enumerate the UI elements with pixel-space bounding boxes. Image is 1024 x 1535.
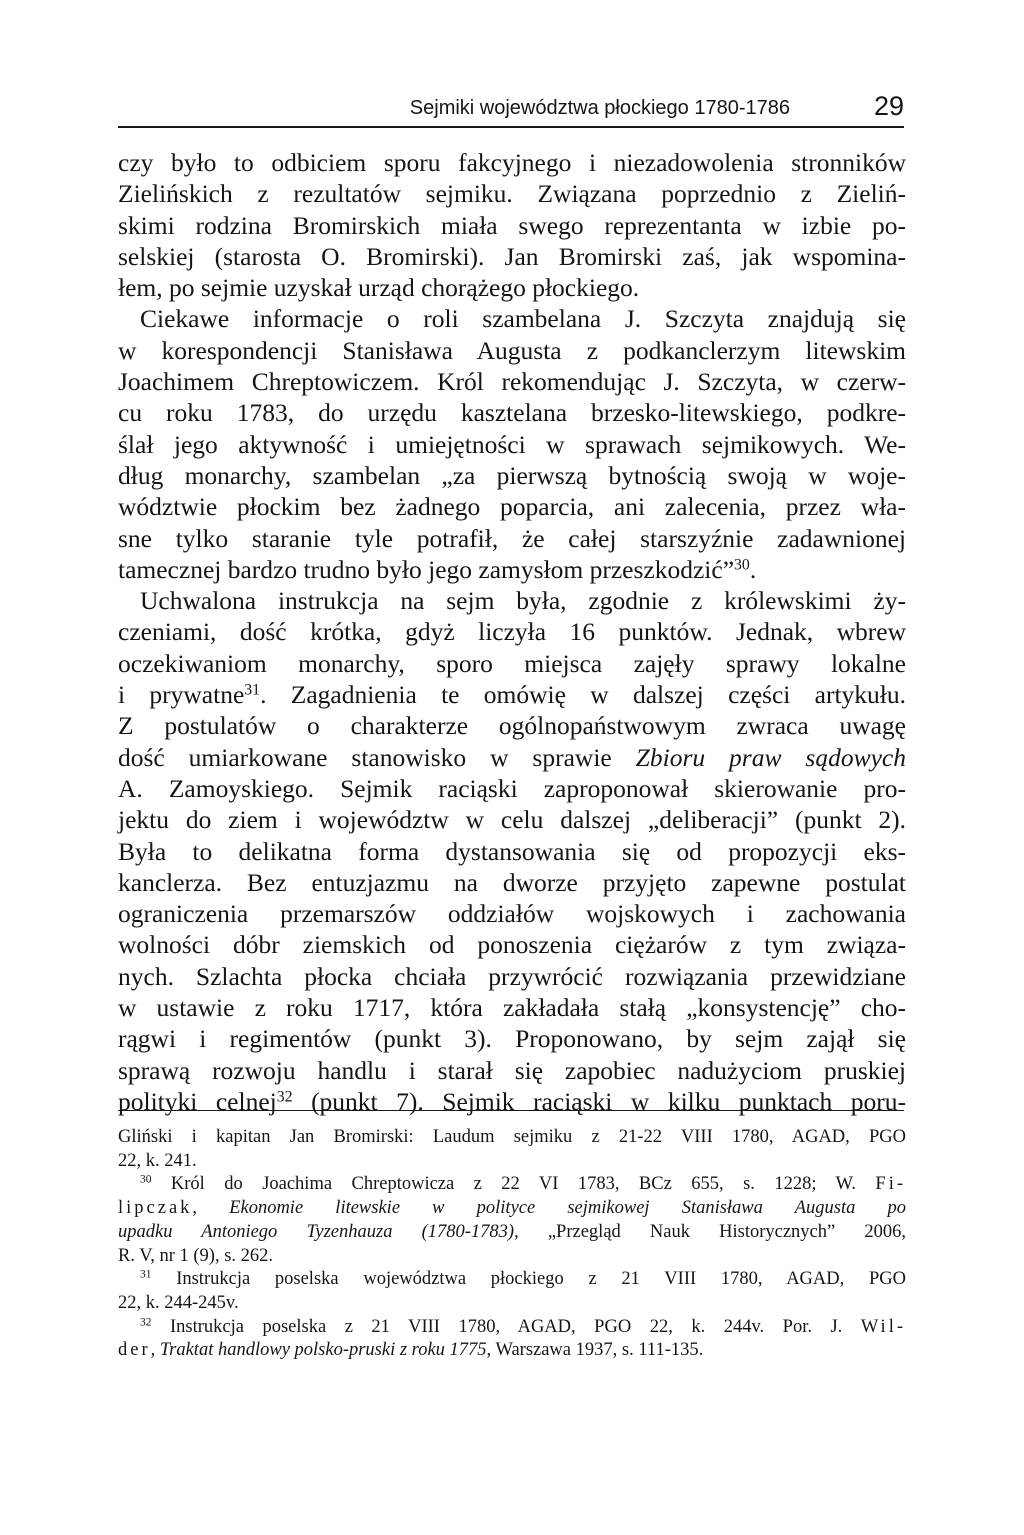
footnote-32: [118, 1316, 906, 1340]
italic-title: Traktat handlowy polsko-pruski z roku 1775: [159, 1340, 487, 1361]
footnote-line: R. V, nr 1 (9), s. 262.: [118, 1245, 274, 1266]
footnote-line: [118, 1197, 906, 1221]
footnote-number: 32: [140, 1316, 152, 1329]
quote-text: tamecznej bardzo trudno było jego zamysłom przeszkodzić”: [118, 554, 735, 584]
text-line: nych. Szlachta płocka chciała przywrócić rozwiązania przewidziane: [118, 961, 906, 991]
italic-title: Zbioru praw sądowych: [635, 742, 906, 772]
author-name: Fi-: [875, 1174, 906, 1195]
text-line: wolności dóbr ziemskich od ponoszenia ciężarów z tym związa-: [118, 930, 906, 960]
text-line: A. Zamoyskiego. Sejmik raciąski zaproponował skierowanie pro-: [118, 773, 906, 803]
text-segment: (punkt 7). Sejmik raciąski w kilku punktach poru-: [292, 1086, 907, 1116]
footnote-number: 30: [140, 1174, 152, 1187]
text-line: Joachimem Chreptowiczem. Król rekomendując J. Szczyta, w czerw-: [118, 367, 906, 397]
main-text: [118, 147, 906, 1117]
author-name: der: [118, 1340, 151, 1361]
text-line: czeniami, dość krótka, gdyż liczyła 16 punktów. Jednak, wbrew: [118, 617, 906, 647]
footnote-text: , „Przegląd Nauk Historycznych” 2006,: [514, 1221, 906, 1242]
footnote-continuation: Gliński i kapitan Jan Bromirski: Laudum sejmiku z 21-22 VIII 1780, AGAD, PGO: [118, 1127, 906, 1147]
footnotes: [118, 1126, 906, 1363]
text-line: [118, 554, 906, 585]
footnote-ref-30: 30: [734, 556, 750, 574]
footnote-continuation: 22, k. 241.: [118, 1150, 197, 1171]
text-line: dług monarchy, szambelan „za pierwszą bytnością swoją w woje-: [118, 460, 906, 490]
footnote-text: ,: [192, 1198, 230, 1219]
text-line: sne tylko staranie tyle potrafił, że całej starszyźnie zadawnionej: [118, 523, 906, 553]
footnote-ref-31: 31: [244, 681, 261, 699]
footnote-line: 22, k. 244-245v.: [118, 1292, 239, 1313]
text-line: czy było to odbiciem sporu fakcyjnego i niezadowolenia stronników: [118, 148, 906, 177]
italic-title: upadku Antoniego Tyzenhauza (1780-1783): [118, 1221, 515, 1242]
paragraph-start-line: Ciekawe informacje o roli szambelana J. Szczyta znajdują się: [140, 304, 906, 334]
footnote-text: Instrukcja poselska województwa płockiego z 21 VIII 1780, AGAD, PGO: [151, 1269, 906, 1290]
footnote-text: ,: [150, 1340, 160, 1361]
text-line: kanclerza. Bez entuzjazmu na dworze przyjęto zapewne postulat: [118, 867, 906, 897]
footnote-31: [118, 1268, 906, 1292]
footnote-text: Król do Joachima Chreptowicza z 22 VI 1783, BCz 655, s. 1228; W.: [151, 1174, 876, 1195]
text-line: [118, 742, 906, 773]
running-header: [118, 88, 904, 128]
text-line: cu roku 1783, do urzędu kasztelana brzesko-litewskiego, podkre-: [118, 398, 906, 428]
footnote-separator: [118, 1110, 904, 1111]
text-line: [118, 679, 906, 710]
text-line: [118, 1086, 906, 1117]
text-line: w korespondencji Stanisława Augusta z podkanclerzym litewskim: [118, 335, 906, 365]
text-line: Z postulatów o charakterze ogólnopaństwowym zwraca uwagę: [118, 711, 906, 741]
footnote-number: 31: [140, 1268, 152, 1281]
text-line: skimi rodzina Bromirskich miała swego reprezentanta w izbie po-: [118, 210, 906, 240]
text-line: sprawą rozwoju handlu i starał się zapobiec nadużyciom pruskiej: [118, 1055, 906, 1085]
text-line: jektu do ziem i województw w celu dalszej „deliberacji” (punkt 2).: [118, 805, 906, 835]
text-line: wództwie płockim bez żadnego poparcia, ani zalecenia, przez wła-: [118, 492, 906, 522]
footnote-line: [118, 1221, 906, 1245]
footnote-line: [118, 1339, 906, 1363]
footnote-30: [118, 1173, 906, 1197]
text-line: ograniczenia przemarszów oddziałów wojskowych i zachowania: [118, 899, 906, 929]
text-line: w ustawie z roku 1717, która zakładała stałą „konsystencję” cho-: [118, 993, 906, 1023]
text-line: rągwi i regimentów (punkt 3). Proponowano, by sejm zajął się: [118, 1024, 906, 1054]
footnote-text: , Warszawa 1937, s. 111-135.: [486, 1340, 704, 1361]
footnote-text: Instrukcja poselska z 21 VIII 1780, AGAD, PGO 22, k. 244v. Por. J.: [151, 1316, 861, 1337]
text-line: selskiej (starosta O. Bromirski). Jan Bromirski zaś, jak wspomina-: [118, 241, 906, 271]
text-segment: dość umiarkowane stanowisko w sprawie: [118, 742, 636, 772]
author-name: lipczak: [118, 1198, 193, 1219]
author-name: Wil-: [860, 1316, 906, 1337]
footnote-ref-32: 32: [276, 1088, 293, 1106]
text-line: oczekiwaniom monarchy, sporo miejsca zajęły sprawy lokalne: [118, 648, 906, 678]
text-line: łem, po sejmie uzyskał urząd chorążego płockiego.: [118, 273, 640, 303]
text-segment: i prywatne: [118, 680, 245, 710]
text-line: ślał jego aktywność i umiejętności w sprawach sejmikowych. We-: [118, 429, 906, 459]
running-title: Sejmiki województwa płockiego 1780-1786: [409, 97, 790, 119]
period: .: [749, 554, 757, 584]
italic-title: Ekonomie litewskie w polityce sejmikowej Stanisława Augusta po: [229, 1198, 906, 1219]
text-segment: polityki celnej: [118, 1086, 277, 1116]
page-number: 29: [873, 91, 904, 121]
text-line: Zielińskich z rezultatów sejmiku. Związana poprzednio z Zieliń-: [118, 179, 906, 209]
text-line: Była to delikatna forma dystansowania się od propozycji eks-: [118, 836, 906, 866]
paragraph-start-line: Uchwalona instrukcja na sejm była, zgodnie z królewskimi ży-: [140, 586, 906, 616]
text-segment: . Zagadnienia te omówię w dalszej części artykułu.: [260, 680, 907, 710]
